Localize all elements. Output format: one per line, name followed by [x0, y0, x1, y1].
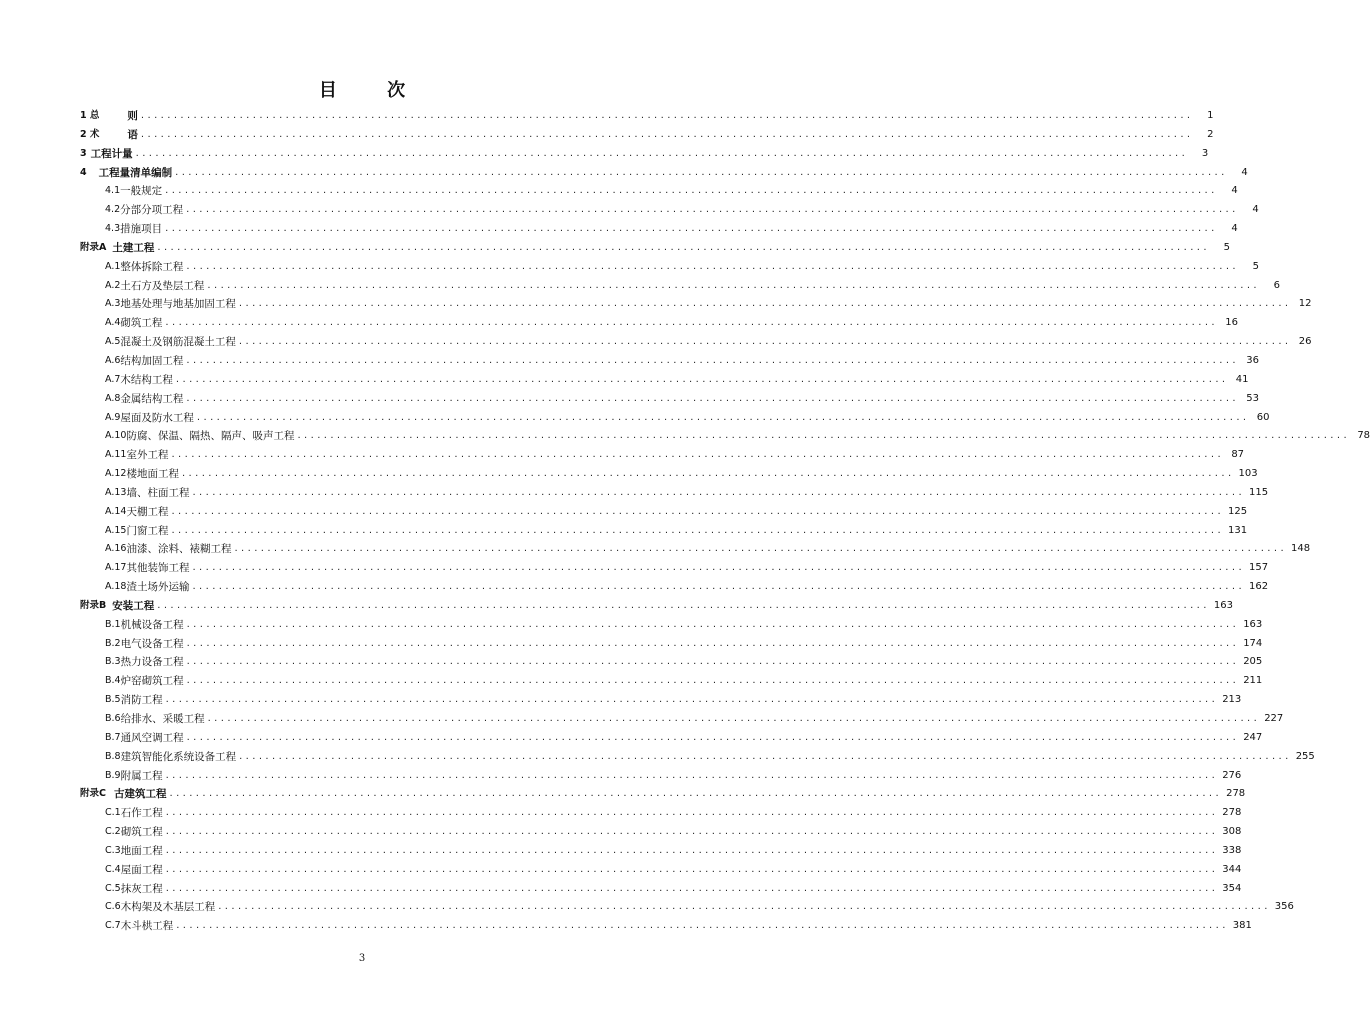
toc-entry-number: A.16	[105, 543, 127, 555]
toc-entry-page: 1	[1207, 110, 1214, 121]
toc-entry-number: B.9	[105, 769, 121, 781]
toc-leader-dots: ................................................................................................................................................................	[175, 373, 1229, 385]
toc-entry-title: 地面工程	[120, 844, 163, 857]
toc-leader-dots: ................................................................................................................................................................	[171, 449, 1225, 461]
toc-leader-dots: ................................................................................................................................................................	[165, 694, 1219, 706]
toc-entry-title: 室外工程	[126, 449, 169, 462]
toc-entry[interactable]	[80, 107, 1214, 126]
toc-entry-number: A.17	[105, 562, 127, 574]
toc-leader-dots: ................................................................................................................................................................	[297, 430, 1351, 442]
toc-leader-dots: ................................................................................................................................................................	[192, 562, 1246, 574]
toc-leader-dots: ................................................................................................................................................................	[218, 901, 1271, 913]
toc-leader-dots: ................................................................................................................................................................	[192, 581, 1246, 593]
page-title: 目 次	[318, 80, 428, 101]
toc-entry-page: 276	[1222, 769, 1242, 781]
toc-entry-page: 381	[1232, 920, 1252, 932]
toc-leader-dots: ................................................................................................................................................................	[165, 882, 1219, 894]
toc-leader-dots: ................................................................................................................................................................	[135, 147, 1189, 159]
toc-leader-dots: ................................................................................................................................................................	[186, 675, 1240, 687]
toc-entry-title: 木结构工程	[120, 373, 173, 386]
toc-entry-number: B.2	[105, 637, 121, 649]
toc-entry-page: 103	[1238, 468, 1258, 480]
toc-entry-number: A.2	[105, 279, 121, 291]
toc-leader-dots: ................................................................................................................................................................	[157, 241, 1210, 253]
toc-entry[interactable]	[80, 785, 1246, 804]
toc-entry-title: 砌筑工程	[120, 826, 163, 839]
toc-entry-page: 227	[1264, 713, 1284, 724]
toc-entry-page: 60	[1256, 411, 1270, 423]
toc-entry-page: 163	[1243, 618, 1263, 630]
toc-entry[interactable]	[80, 767, 1242, 786]
toc-entry[interactable]	[80, 804, 1242, 823]
toc-entry-page: 53	[1246, 392, 1259, 404]
toc-leader-dots: ................................................................................................................................................................	[186, 637, 1240, 649]
toc-entry[interactable]	[80, 616, 1263, 635]
toc-entry-number: A.8	[105, 392, 121, 404]
toc-entry-page: 4	[1231, 223, 1238, 235]
toc-leader-dots: ................................................................................................................................................................	[234, 543, 1288, 555]
toc-entry[interactable]	[80, 503, 1248, 522]
toc-entry-title: 热力设备工程	[120, 656, 184, 669]
toc-entry-title: 古建筑工程	[113, 788, 167, 801]
toc-entry[interactable]	[80, 729, 1263, 748]
toc-leader-dots: ................................................................................................................................................................	[171, 505, 1225, 517]
toc-entry-page: 4	[1252, 204, 1259, 216]
toc-entry[interactable]	[80, 691, 1242, 710]
toc-entry-number: A.15	[105, 524, 127, 536]
toc-entry-number: 4	[80, 166, 87, 178]
toc-entry-number: A.5	[105, 336, 121, 348]
toc-entry-number: C.3	[105, 844, 121, 856]
toc-entry-title: 地基处理与地基加固工程	[120, 298, 236, 311]
toc-entry-number: 附录A	[80, 241, 107, 253]
toc-entry-number: C.7	[105, 920, 121, 932]
toc-leader-dots: ................................................................................................................................................................	[176, 920, 1229, 932]
toc-entry-number: C.1	[105, 807, 121, 819]
toc-entry-page: 4	[1231, 185, 1238, 197]
toc-entry[interactable]	[80, 182, 1238, 201]
toc-entry-title: 建筑智能化系统设备工程	[120, 750, 237, 763]
toc-entry-number: 附录B	[80, 599, 107, 611]
toc-entry-number: B.4	[105, 675, 121, 687]
toc-entry[interactable]	[80, 427, 1370, 446]
toc-entry-title: 天棚工程	[126, 505, 169, 518]
toc-entry-number: C.6	[105, 901, 121, 913]
toc-entry-title: 工程量清单编制	[98, 166, 173, 179]
toc-entry-page: 2	[1207, 128, 1214, 140]
toc-entry-page: 213	[1222, 694, 1242, 706]
toc-entry-title: 屋面及防水工程	[120, 411, 194, 424]
toc-entry-page: 6	[1273, 279, 1280, 291]
toc-entry[interactable]	[80, 898, 1294, 917]
toc-entry-number: 4.1	[105, 185, 121, 197]
toc-entry-page: 354	[1222, 882, 1242, 894]
toc-entry-title: 门窗工程	[126, 524, 169, 537]
toc-entry[interactable]	[80, 314, 1238, 333]
toc-leader-dots: ................................................................................................................................................................	[181, 468, 1235, 480]
toc-entry[interactable]	[80, 540, 1311, 559]
toc-entry-number: 3	[80, 147, 87, 159]
toc-entry[interactable]	[80, 578, 1269, 597]
toc-entry-title: 渣土场外运输	[126, 581, 190, 594]
toc-entry-page: 247	[1243, 731, 1263, 743]
toc-leader-dots: ................................................................................................................................................................	[140, 110, 1194, 121]
toc-entry[interactable]	[80, 333, 1312, 352]
toc-entry-number: A.10	[105, 430, 127, 442]
toc-entry-title: 墙、柱面工程	[126, 486, 190, 499]
toc-leader-dots: ................................................................................................................................................................	[238, 298, 1292, 310]
toc-entry-page: 163	[1213, 599, 1233, 611]
toc-entry-title: 通风空调工程	[120, 731, 184, 744]
toc-entry-number: A.14	[105, 505, 127, 517]
toc-leader-dots: ................................................................................................................................................................	[165, 769, 1219, 781]
toc-entry[interactable]	[80, 258, 1259, 277]
toc-leader-dots: ................................................................................................................................................................	[186, 731, 1240, 743]
toc-leader-dots: ................................................................................................................................................................	[165, 317, 1218, 329]
toc-entry[interactable]	[80, 597, 1233, 616]
toc-entry-number: A.18	[105, 581, 127, 593]
toc-leader-dots: ................................................................................................................................................................	[171, 524, 1225, 536]
toc-entry-page: 338	[1222, 844, 1242, 856]
toc-entry-number: B.5	[105, 694, 121, 706]
toc-entry[interactable]	[80, 446, 1245, 465]
toc-entry[interactable]	[80, 126, 1214, 145]
toc-entry[interactable]	[80, 465, 1258, 484]
toc-entry-number: A.7	[105, 373, 121, 385]
toc-entry[interactable]	[80, 861, 1242, 880]
toc-entry-title: 安装工程	[112, 599, 155, 612]
toc-entry-number: 2 术	[80, 128, 100, 140]
toc-leader-dots: ................................................................................................................................................................	[239, 750, 1292, 762]
toc-entry-title: 木构架及木基层工程	[120, 901, 216, 914]
toc-entry[interactable]	[80, 409, 1270, 428]
toc-entry-page: 278	[1222, 807, 1242, 819]
toc-entry-page: 12	[1298, 298, 1312, 310]
page-number: 3	[358, 953, 366, 964]
toc-entry-page: 205	[1243, 656, 1263, 668]
toc-entry[interactable]	[80, 653, 1263, 672]
toc-entry-page: 115	[1249, 486, 1269, 498]
toc-entry[interactable]	[80, 220, 1238, 239]
toc-entry[interactable]	[80, 710, 1284, 729]
toc-entry-title: 土石方及垫层工程	[120, 279, 205, 292]
toc-entry-number: A.4	[105, 317, 121, 329]
toc-entry-title: 消防工程	[120, 694, 163, 707]
toc-entry[interactable]	[80, 748, 1315, 767]
toc-entry-number: A.12	[105, 468, 127, 480]
toc-entry-title: 工程计量	[90, 147, 133, 160]
toc-entry-title: 措施项目	[120, 223, 163, 236]
toc-entry[interactable]	[80, 390, 1259, 409]
toc-entry-page: 5	[1223, 241, 1230, 253]
toc-entry-number: A.13	[105, 486, 127, 498]
toc-leader-dots: ................................................................................................................................................................	[186, 656, 1240, 668]
toc-entry[interactable]	[80, 352, 1259, 371]
toc-entry-title: 油漆、涂料、裱糊工程	[126, 543, 232, 556]
table-of-contents	[80, 107, 1370, 936]
toc-entry[interactable]	[80, 201, 1259, 220]
toc-leader-dots: ................................................................................................................................................................	[186, 618, 1240, 630]
toc-leader-dots: ................................................................................................................................................................	[186, 354, 1239, 366]
toc-entry[interactable]	[80, 145, 1209, 164]
toc-entry-page: 16	[1225, 317, 1238, 329]
toc-entry[interactable]	[80, 672, 1263, 691]
toc-entry-number: A.3	[105, 298, 121, 310]
toc-entry-page: 211	[1243, 675, 1263, 687]
toc-entry[interactable]	[80, 164, 1248, 183]
toc-entry-page: 356	[1274, 901, 1294, 913]
toc-leader-dots: ................................................................................................................................................................	[175, 166, 1228, 178]
toc-entry[interactable]	[80, 917, 1252, 936]
toc-entry-title: 楼地面工程	[126, 468, 179, 481]
toc-entry-title: 一般规定	[120, 185, 163, 198]
toc-leader-dots: ................................................................................................................................................................	[186, 260, 1239, 272]
toc-entry-number: B.1	[105, 618, 121, 630]
toc-leader-dots: ................................................................................................................................................................	[165, 185, 1218, 197]
toc-leader-dots: ................................................................................................................................................................	[186, 392, 1239, 404]
toc-entry[interactable]	[80, 522, 1248, 541]
toc-entry[interactable]	[80, 295, 1312, 314]
toc-entry-number: A.1	[105, 260, 121, 272]
toc-entry[interactable]	[80, 880, 1242, 899]
toc-entry-page: 148	[1291, 543, 1311, 555]
toc-leader-dots: ................................................................................................................................................................	[140, 128, 1194, 140]
toc-entry-title: 整体拆除工程	[120, 260, 184, 273]
toc-entry-page: 157	[1249, 562, 1269, 574]
toc-leader-dots: ................................................................................................................................................................	[207, 713, 1261, 724]
toc-entry-title: 炉窑砌筑工程	[120, 675, 184, 688]
toc-leader-dots: ................................................................................................................................................................	[192, 486, 1246, 498]
toc-entry-title: 给排水、采暖工程	[120, 713, 205, 725]
toc-entry-number: B.6	[105, 713, 121, 724]
toc-entry-page: 255	[1295, 750, 1315, 762]
toc-leader-dots: ................................................................................................................................................................	[169, 788, 1223, 800]
toc-leader-dots: ................................................................................................................................................................	[186, 204, 1239, 216]
toc-entry[interactable]	[80, 277, 1280, 296]
toc-entry-page: 308	[1222, 826, 1242, 838]
toc-entry-title: 抹灰工程	[120, 882, 163, 895]
toc-leader-dots: ................................................................................................................................................................	[165, 826, 1219, 838]
toc-entry-page: 36	[1246, 354, 1259, 366]
toc-entry-number: 附录C	[80, 788, 106, 800]
toc-entry-number: A.6	[105, 354, 121, 366]
toc-entry-title: 木斗栱工程	[120, 920, 174, 933]
toc-entry-title: 其他装饰工程	[126, 562, 190, 575]
toc-entry[interactable]	[80, 484, 1269, 503]
toc-leader-dots: ................................................................................................................................................................	[165, 863, 1219, 875]
toc-entry-title: 则	[127, 110, 138, 122]
toc-entry-page: 26	[1298, 336, 1312, 348]
toc-entry-page: 78	[1357, 430, 1370, 442]
toc-entry-number: A.11	[105, 449, 127, 461]
toc-entry-page: 41	[1235, 373, 1249, 385]
toc-entry-page: 4	[1241, 166, 1248, 178]
toc-entry[interactable]	[80, 823, 1242, 842]
toc-leader-dots: ................................................................................................................................................................	[196, 411, 1250, 423]
toc-entry-title: 附属工程	[120, 769, 163, 782]
toc-entry-page: 87	[1231, 449, 1245, 461]
toc-leader-dots: ................................................................................................................................................................	[238, 336, 1292, 348]
toc-entry[interactable]	[80, 842, 1242, 861]
toc-leader-dots: ................................................................................................................................................................	[165, 223, 1218, 235]
toc-entry-title: 机械设备工程	[120, 618, 184, 631]
toc-entry-page: 174	[1243, 637, 1263, 649]
toc-entry-title: 电气设备工程	[120, 637, 184, 650]
toc-entry-number: 4.2	[105, 204, 121, 216]
toc-entry-title: 金属结构工程	[120, 392, 184, 405]
toc-entry-page: 344	[1222, 863, 1242, 875]
toc-entry-title: 混凝土及钢筋混凝土工程	[120, 336, 236, 349]
toc-leader-dots: ................................................................................................................................................................	[157, 599, 1210, 611]
toc-entry-page: 125	[1228, 505, 1248, 517]
toc-entry-page: 131	[1228, 524, 1248, 536]
toc-entry-number: B.3	[105, 656, 121, 668]
toc-entry[interactable]	[80, 239, 1230, 258]
toc-entry-title: 石作工程	[120, 807, 163, 820]
toc-entry-number: C.5	[105, 882, 121, 894]
toc-entry-title: 语	[127, 128, 138, 141]
toc-entry-title: 砌筑工程	[120, 317, 163, 330]
toc-entry-title: 结构加固工程	[120, 354, 184, 367]
toc-entry-number: A.9	[105, 411, 121, 423]
toc-entry-number: C.2	[105, 826, 121, 838]
toc-entry[interactable]	[80, 635, 1263, 654]
toc-entry-title: 屋面工程	[120, 863, 163, 876]
toc-entry[interactable]	[80, 371, 1249, 390]
toc-entry-title: 分部分项工程	[120, 204, 184, 217]
toc-entry-page: 5	[1252, 260, 1259, 272]
toc-leader-dots: ................................................................................................................................................................	[207, 279, 1260, 291]
toc-entry-page: 162	[1249, 581, 1269, 593]
toc-entry-number: C.4	[105, 863, 121, 875]
toc-entry[interactable]	[80, 559, 1269, 578]
toc-entry-number: B.8	[105, 750, 121, 762]
toc-entry-number: B.7	[105, 731, 121, 743]
toc-entry-title: 土建工程	[112, 241, 155, 254]
toc-entry-number: 4.3	[105, 223, 121, 235]
toc-entry-number: 1 总	[80, 110, 100, 121]
toc-leader-dots: ................................................................................................................................................................	[165, 807, 1219, 819]
toc-entry-page: 278	[1226, 788, 1246, 800]
toc-leader-dots: ................................................................................................................................................................	[165, 844, 1219, 856]
toc-entry-title: 防腐、保温、隔热、隔声、吸声工程	[126, 430, 295, 443]
toc-entry-page: 3	[1201, 147, 1209, 159]
